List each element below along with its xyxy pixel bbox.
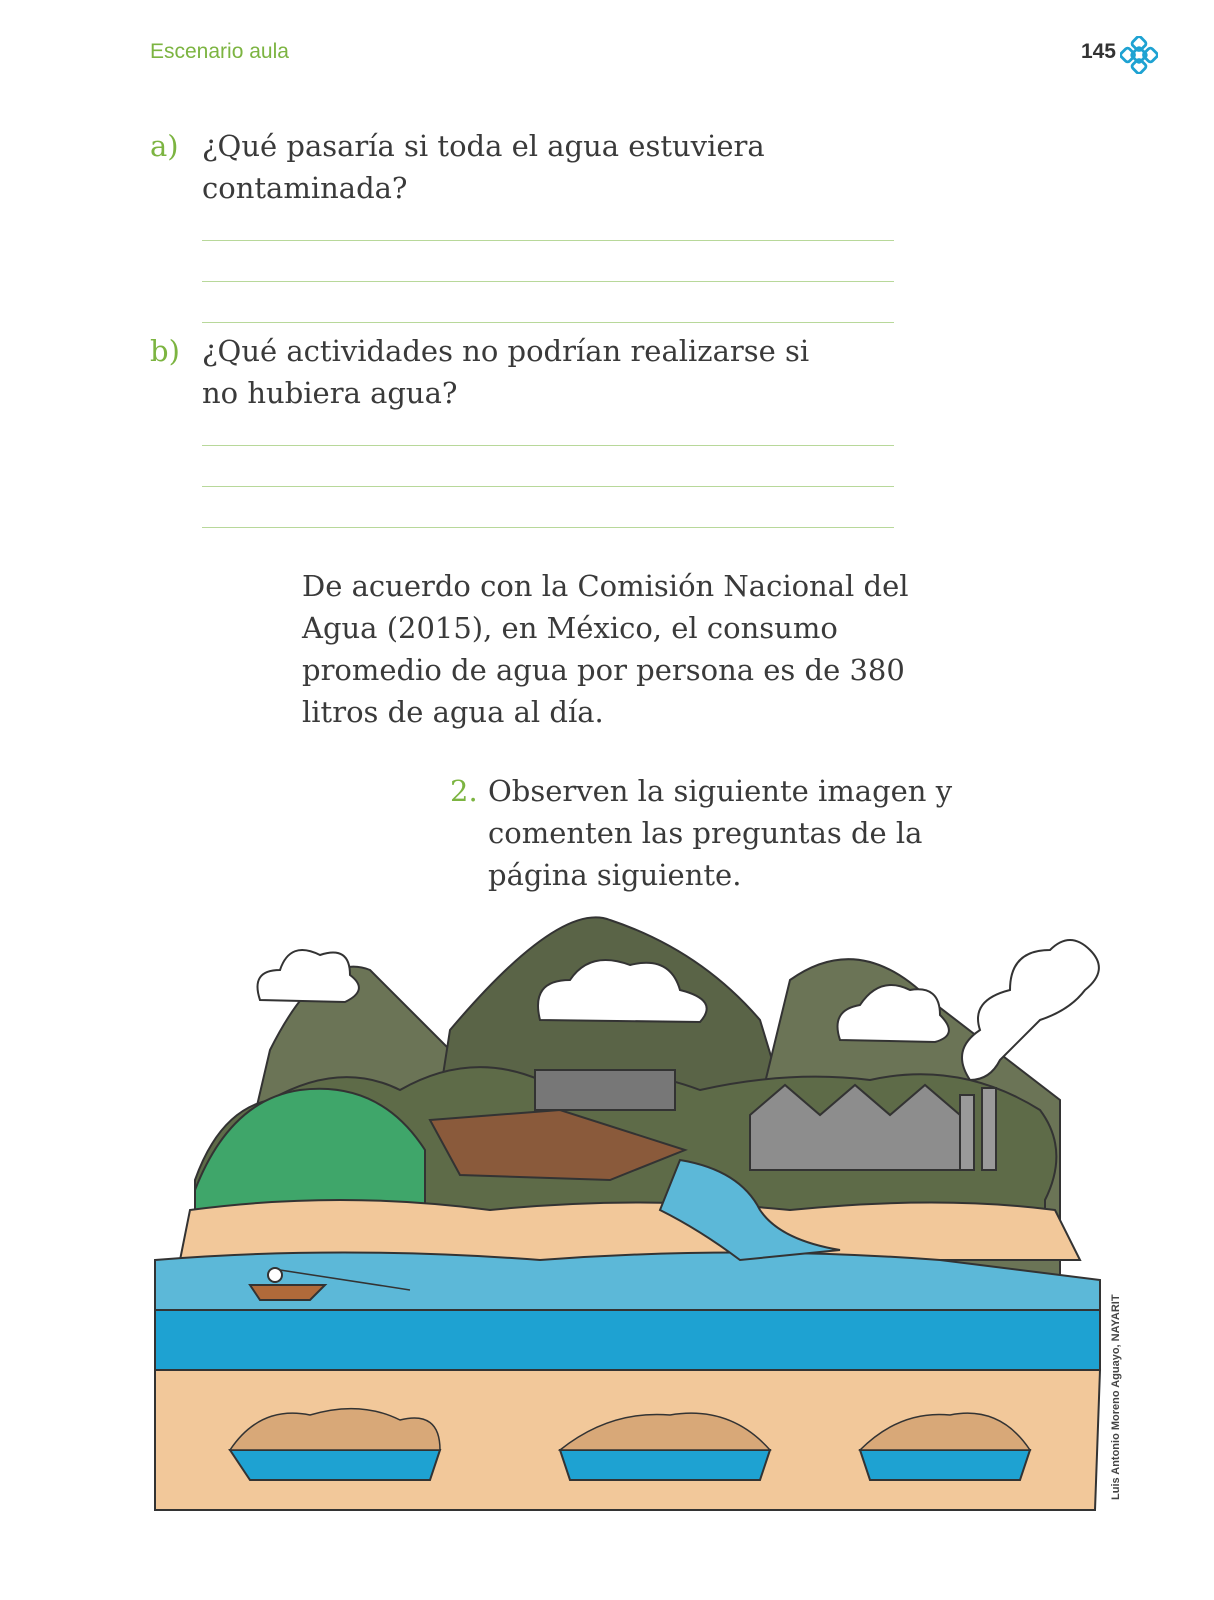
- answer-line-b3[interactable]: [202, 527, 894, 528]
- sand-bank: [180, 1200, 1080, 1260]
- header-section-label: Escenario aula: [150, 40, 289, 63]
- chimney-2: [982, 1088, 996, 1170]
- smoke-plume: [962, 940, 1099, 1080]
- question-a: [150, 125, 842, 209]
- question-a-letter: a): [150, 129, 179, 163]
- aquifer-1: [230, 1450, 440, 1480]
- water-landscape-illustration: [140, 910, 1120, 1530]
- greenhouse: [535, 1070, 675, 1110]
- answer-line-a2[interactable]: [202, 281, 894, 282]
- factory: [750, 1085, 960, 1170]
- answer-line-a3[interactable]: [202, 322, 894, 323]
- aquifer-2: [560, 1450, 770, 1480]
- instruction-number: 2.: [450, 774, 478, 808]
- illustration-credit: Luis Antonio Moreno Aguayo, NAYARIT: [1110, 1294, 1122, 1500]
- knot-logo-icon: [1120, 36, 1158, 74]
- instruction-item-2: [450, 770, 988, 896]
- page-number: 145: [1080, 40, 1116, 63]
- aquifer-3: [860, 1450, 1030, 1480]
- question-b: [150, 330, 842, 414]
- deep-water: [155, 1310, 1100, 1370]
- instruction-text: Observen la siguiente imagen y comenten las preguntas de la página siguiente.: [488, 774, 953, 892]
- answer-line-b2[interactable]: [202, 486, 894, 487]
- answer-line-b1[interactable]: [202, 445, 894, 446]
- question-b-text: ¿Qué actividades no podrían realizarse si no hubiera agua?: [202, 334, 810, 410]
- chimney: [960, 1095, 974, 1170]
- fisher: [268, 1268, 282, 1282]
- cloud-left: [258, 950, 359, 1002]
- water-fact-paragraph: De acuerdo con la Comisión Nacional del Agua (2015), en México, el consumo promedio de agua por persona es de 380 litros de agua al día.: [302, 569, 909, 729]
- question-a-text: ¿Qué pasaría si toda el agua estuviera contaminada?: [202, 129, 765, 205]
- question-b-letter: b): [150, 334, 180, 368]
- answer-line-a1[interactable]: [202, 240, 894, 241]
